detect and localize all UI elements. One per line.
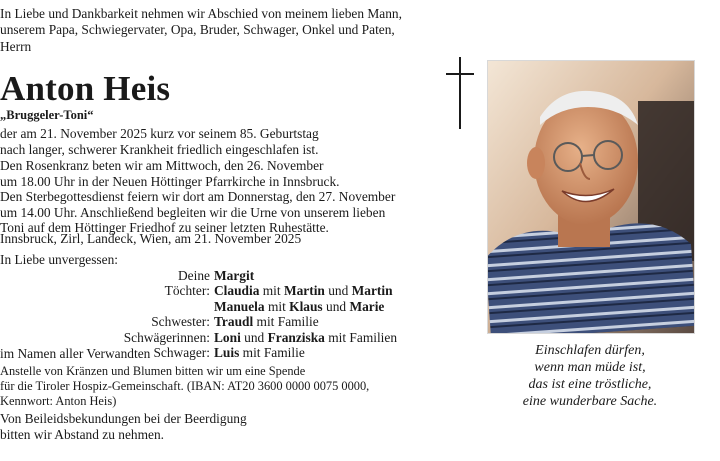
mourner-names: Luis mit Familie: [214, 344, 305, 360]
condolence-line: Von Beileidsbekundungen bei der Beerdigung: [0, 411, 247, 426]
portrait-photo: [487, 60, 695, 334]
mourner-label: Schwägerinnen:: [123, 329, 210, 345]
donation-line: Anstelle von Kränzen und Blumen bitten wir um eine Spende: [0, 364, 306, 378]
service-line: Toni auf dem Höttinger Friedhof zu seiner letzten Ruhestätte.: [0, 220, 329, 236]
deceased-nickname: „Bruggeler-Toni“: [0, 108, 94, 122]
death-line: nach langer, schwerer Krankheit friedlich eingeschlafen ist.: [0, 142, 319, 158]
poem-line: Einschlafen dürfen,: [535, 343, 645, 358]
mourner-names: Manuela mit Klaus und Marie: [214, 298, 385, 314]
service-line: um 18.00 Uhr in der Neuen Höttinger Pfarrkirche in Innsbruck.: [0, 173, 340, 189]
donation-line: für die Tiroler Hospiz-Gemeinschaft. (IBAN: AT20 3600 0000 0075 0000,: [0, 378, 370, 393]
donation-line: Kennwort: Anton Heis): [0, 393, 117, 408]
deceased-name: Anton Heis: [0, 69, 171, 108]
portrait-image: [488, 61, 694, 333]
mourner-label: Töchter:: [164, 283, 210, 299]
service-line: um 14.00 Uhr. Anschließend begleiten wir die Urne von unserem lieben: [0, 204, 386, 220]
mourner-row-daughters-2: [0, 299, 458, 314]
latin-cross-icon: [446, 57, 474, 129]
mourner-row-wife: [0, 268, 458, 283]
mourner-label: Deine: [178, 268, 210, 283]
mourner-names: Traudl mit Familie: [214, 314, 319, 330]
mourner-row-sister: [0, 314, 458, 329]
donation-request: [0, 364, 458, 408]
mourning-heading: In Liebe unvergessen:: [0, 252, 118, 267]
poem-line: das ist eine tröstliche,: [528, 377, 652, 392]
mourner-label: Schwester:: [151, 314, 210, 330]
poem-line: wenn man müde ist,: [534, 360, 646, 375]
all-relatives-line: im Namen aller Verwandten: [0, 346, 151, 361]
service-line: Den Rosenkranz beten wir am Mittwoch, den 26. November: [0, 158, 324, 173]
mourner-names: Margit: [214, 268, 255, 283]
intro-line: Herrn: [0, 38, 32, 54]
mourner-row-daughters: [0, 283, 458, 298]
service-line: Den Sterbegottesdienst feiern wir dort am Donnerstag, den 27. November: [0, 189, 396, 205]
mourner-names: Claudia mit Martin und Martin: [214, 283, 393, 299]
intro-text: [0, 6, 458, 55]
intro-line: In Liebe und Dankbarkeit nehmen wir Abschied von meinem lieben Mann,: [0, 6, 402, 21]
service-details: [0, 158, 458, 236]
condolence-request: [0, 411, 458, 443]
intro-line: unserem Papa, Schwiegervater, Opa, Bruder, Schwager, Onkel und Paten,: [0, 22, 395, 38]
mourner-row-sisters-in-law: [0, 330, 458, 345]
death-line: der am 21. November 2025 kurz vor seinem 85. Geburtstag: [0, 126, 319, 141]
death-notice: [0, 126, 458, 159]
condolence-line: bitten wir Abstand zu nehmen.: [0, 427, 165, 442]
mourner-names: Loni und Franziska mit Familien: [214, 329, 398, 345]
place-and-date: Innsbruck, Zirl, Landeck, Wien, am 21. November 2025: [0, 231, 302, 246]
mourner-label: Schwager:: [153, 344, 210, 360]
memorial-poem: [487, 342, 693, 410]
poem-line: eine wunderbare Sache.: [522, 394, 658, 409]
